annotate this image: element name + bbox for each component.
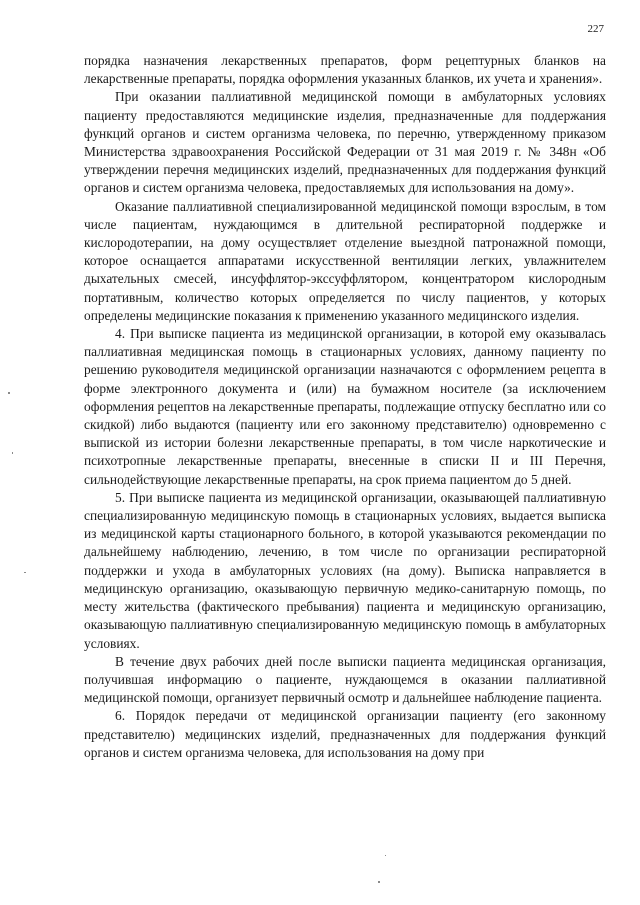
paragraph-two-working-days: В течение двух рабочих дней после выписки пациента медицинская организация, получившая информацию о пациенте, нуждающемся в оказании паллиативной медицинской помощи, организует первичный осмотр и дальнейшее наблюдение пациента.: [84, 653, 606, 706]
paragraph-item-5: 5. При выписке пациента из медицинской организации, оказывающей паллиативную специализированную медицинскую помощь в стационарных условиях, выдается выписка из медицинской карты стационарного больного, в которой указываются рекомендации по дальнейшему наблюдению, лечению, в том числе по организации респираторной поддержки и ухода в амбулаторных условиях (на дому). Выписка направляется в медицинскую организацию, оказывающую первичную медико-санитарную помощь, по месту жительства (фактического пребывания) пациента и медицинскую организацию, оказывающую паллиативную специализированную медицинскую помощь в амбулаторных условиях.: [84, 489, 606, 651]
paragraph-continuation: порядка назначения лекарственных препаратов, форм рецептурных бланков на лекарственные препараты, порядка оформления указанных бланков, их учета и хранения».: [84, 53, 606, 87]
paragraph-item-4: 4. При выписке пациента из медицинской организации, в которой ему оказывалась паллиативная медицинская помощь в стационарных условиях, данному пациенту по решению руководителя медицинской организации назначаются с оформлением рецепта в форме электронного документа и (или) на бумажном носителе (за исключением оформления рецептов на лекарственные препараты, подлежащие отпуску бесплатно или со скидкой) либо выдаются (пациенту или его законному представителю) одновременно с выпиской из истории болезни лекарственные препараты, в том числе наркотические и психотропные лекарственные препараты, внесенные в списки II и III Перечня, сильнодействующие лекарственные препараты, на срок приема пациентом до 5 дней.: [84, 326, 606, 487]
paragraph-palliative-equipment: При оказании паллиативной медицинской помощи в амбулаторных условиях пациенту предоставляются медицинские изделия, предназначенные для поддержания функций органов и систем организма человека, по перечню, утвержденному приказом Министерства здравоохранения Российской Федерации от 31 мая 2019 г. № 348н «Об утверждении перечня медицинских изделий, предназначенных для поддержания функций органов и систем организма человека, предоставляемых для использования на дому».: [84, 89, 606, 196]
scan-dot: [8, 392, 10, 394]
paragraph-item-6: 6. Порядок передачи от медицинской организации пациенту (его законному представителю) медицинских изделий, предназначенных для поддержания функций органов и систем организма человека, для использования на дому при: [84, 708, 606, 760]
paragraph-home-care-unit: Оказание паллиативной специализированной медицинской помощи взрослым, в том числе пациентам, нуждающимся в длительной респираторной поддержке и кислородотерапии, на дому осуществляет отделение выездной патронажной помощи, которое оснащается аппаратами искусственной вентиляции легких, увлажнителем дыхательных смесей, инсуффлятор-экссуффлятором, концентратором кислородным портативным, количество которых определяется по числу пациентов, у которых определены медицинские показания к применению указанного медицинского изделия.: [84, 198, 606, 323]
page-number: 227: [587, 23, 604, 35]
document-body: [84, 52, 606, 762]
scan-dot: [24, 572, 26, 573]
scan-dot: [378, 881, 380, 883]
scan-dot: [12, 452, 13, 454]
scan-dot: [385, 855, 386, 856]
